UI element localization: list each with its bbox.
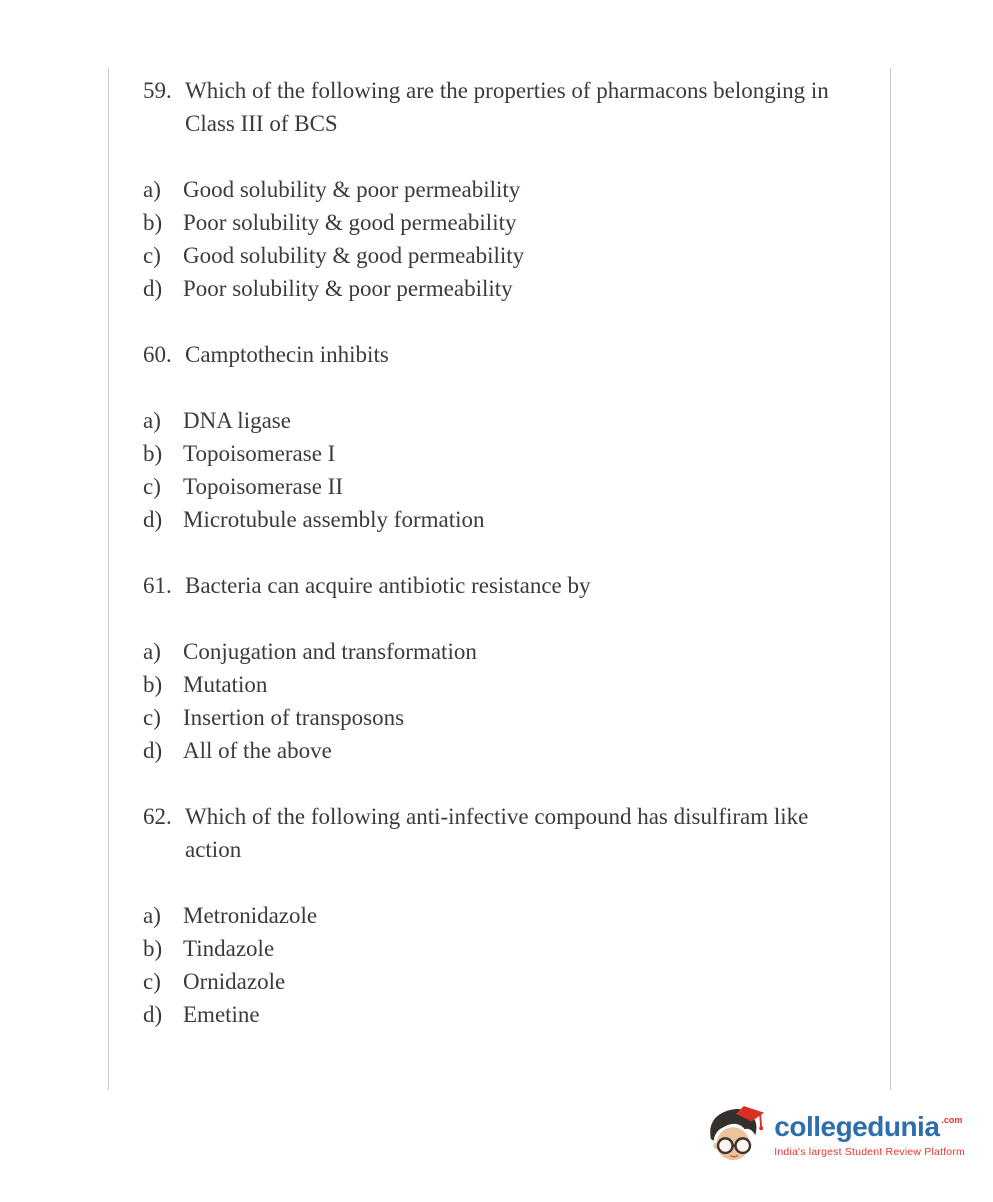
brand-tagline: India's largest Student Review Platform <box>774 1145 965 1158</box>
option-text: Poor solubility & poor permeability <box>183 276 513 301</box>
option <box>143 437 853 470</box>
brand-name: collegedunia <box>774 1110 940 1142</box>
question-number: 59. <box>143 78 172 103</box>
page-border-left <box>108 68 109 1090</box>
option-text: Ornidazole <box>183 969 286 994</box>
option-text: Poor solubility & good permeability <box>183 210 517 235</box>
question-number: 60. <box>143 342 172 367</box>
option <box>143 404 853 437</box>
question-head <box>143 338 853 371</box>
question-text: Which of the following anti-infective compound has disulfiram like action <box>185 804 809 862</box>
option-letter: b) <box>143 936 163 961</box>
option-text: All of the above <box>183 738 332 763</box>
question-text: Which of the following are the properties of pharmacons belonging in Class III of BCS <box>185 78 829 136</box>
option-text: Tindazole <box>183 936 275 961</box>
option-letter: a) <box>143 177 161 202</box>
option-letter: d) <box>143 507 163 532</box>
question-number: 62. <box>143 804 172 829</box>
option <box>143 470 853 503</box>
question-text: Bacteria can acquire antibiotic resistance by <box>185 573 591 598</box>
option <box>143 701 853 734</box>
option-text: Emetine <box>183 1002 260 1027</box>
collegedunia-mascot-icon <box>704 1104 766 1166</box>
option <box>143 932 853 965</box>
option-text: Insertion of transposons <box>183 705 405 730</box>
option-letter: b) <box>143 672 163 697</box>
question-text: Camptothecin inhibits <box>185 342 389 367</box>
option <box>143 173 853 206</box>
question-paper-content <box>143 74 853 1064</box>
option <box>143 899 853 932</box>
option <box>143 635 853 668</box>
option-letter: c) <box>143 243 161 268</box>
option-text: Conjugation and transformation <box>183 639 477 664</box>
question-block-62 <box>143 800 853 1031</box>
question-head <box>143 74 853 140</box>
brand-row <box>774 1110 963 1142</box>
option-text: Microtubule assembly formation <box>183 507 485 532</box>
option-text: Good solubility & good permeability <box>183 243 525 268</box>
option-letter: c) <box>143 969 161 994</box>
option-text: Metronidazole <box>183 903 318 928</box>
option-letter: b) <box>143 210 163 235</box>
option-letter: c) <box>143 705 161 730</box>
option <box>143 503 853 536</box>
option-letter: a) <box>143 408 161 433</box>
option-text: Topoisomerase II <box>183 474 343 499</box>
option-text: Topoisomerase I <box>183 441 336 466</box>
option-letter: d) <box>143 276 163 301</box>
option-text: Mutation <box>183 672 268 697</box>
option-letter: a) <box>143 903 161 928</box>
question-number: 61. <box>143 573 172 598</box>
option-letter: a) <box>143 639 161 664</box>
option <box>143 206 853 239</box>
option-text: DNA ligase <box>183 408 291 433</box>
option-text: Good solubility & poor permeability <box>183 177 521 202</box>
option-letter: d) <box>143 1002 163 1027</box>
logo-text-block <box>774 1110 965 1158</box>
option-letter: d) <box>143 738 163 763</box>
question-block-60 <box>143 338 853 536</box>
collegedunia-logo <box>704 1104 965 1166</box>
page-border-right <box>890 68 891 1090</box>
option-letter: c) <box>143 474 161 499</box>
option <box>143 668 853 701</box>
option-letter: b) <box>143 441 163 466</box>
option <box>143 239 853 272</box>
option <box>143 734 853 767</box>
question-block-59 <box>143 74 853 305</box>
question-head <box>143 800 853 866</box>
question-block-61 <box>143 569 853 767</box>
option <box>143 998 853 1031</box>
brand-suffix: .com <box>941 1114 963 1125</box>
question-head <box>143 569 853 602</box>
option <box>143 272 853 305</box>
option <box>143 965 853 998</box>
